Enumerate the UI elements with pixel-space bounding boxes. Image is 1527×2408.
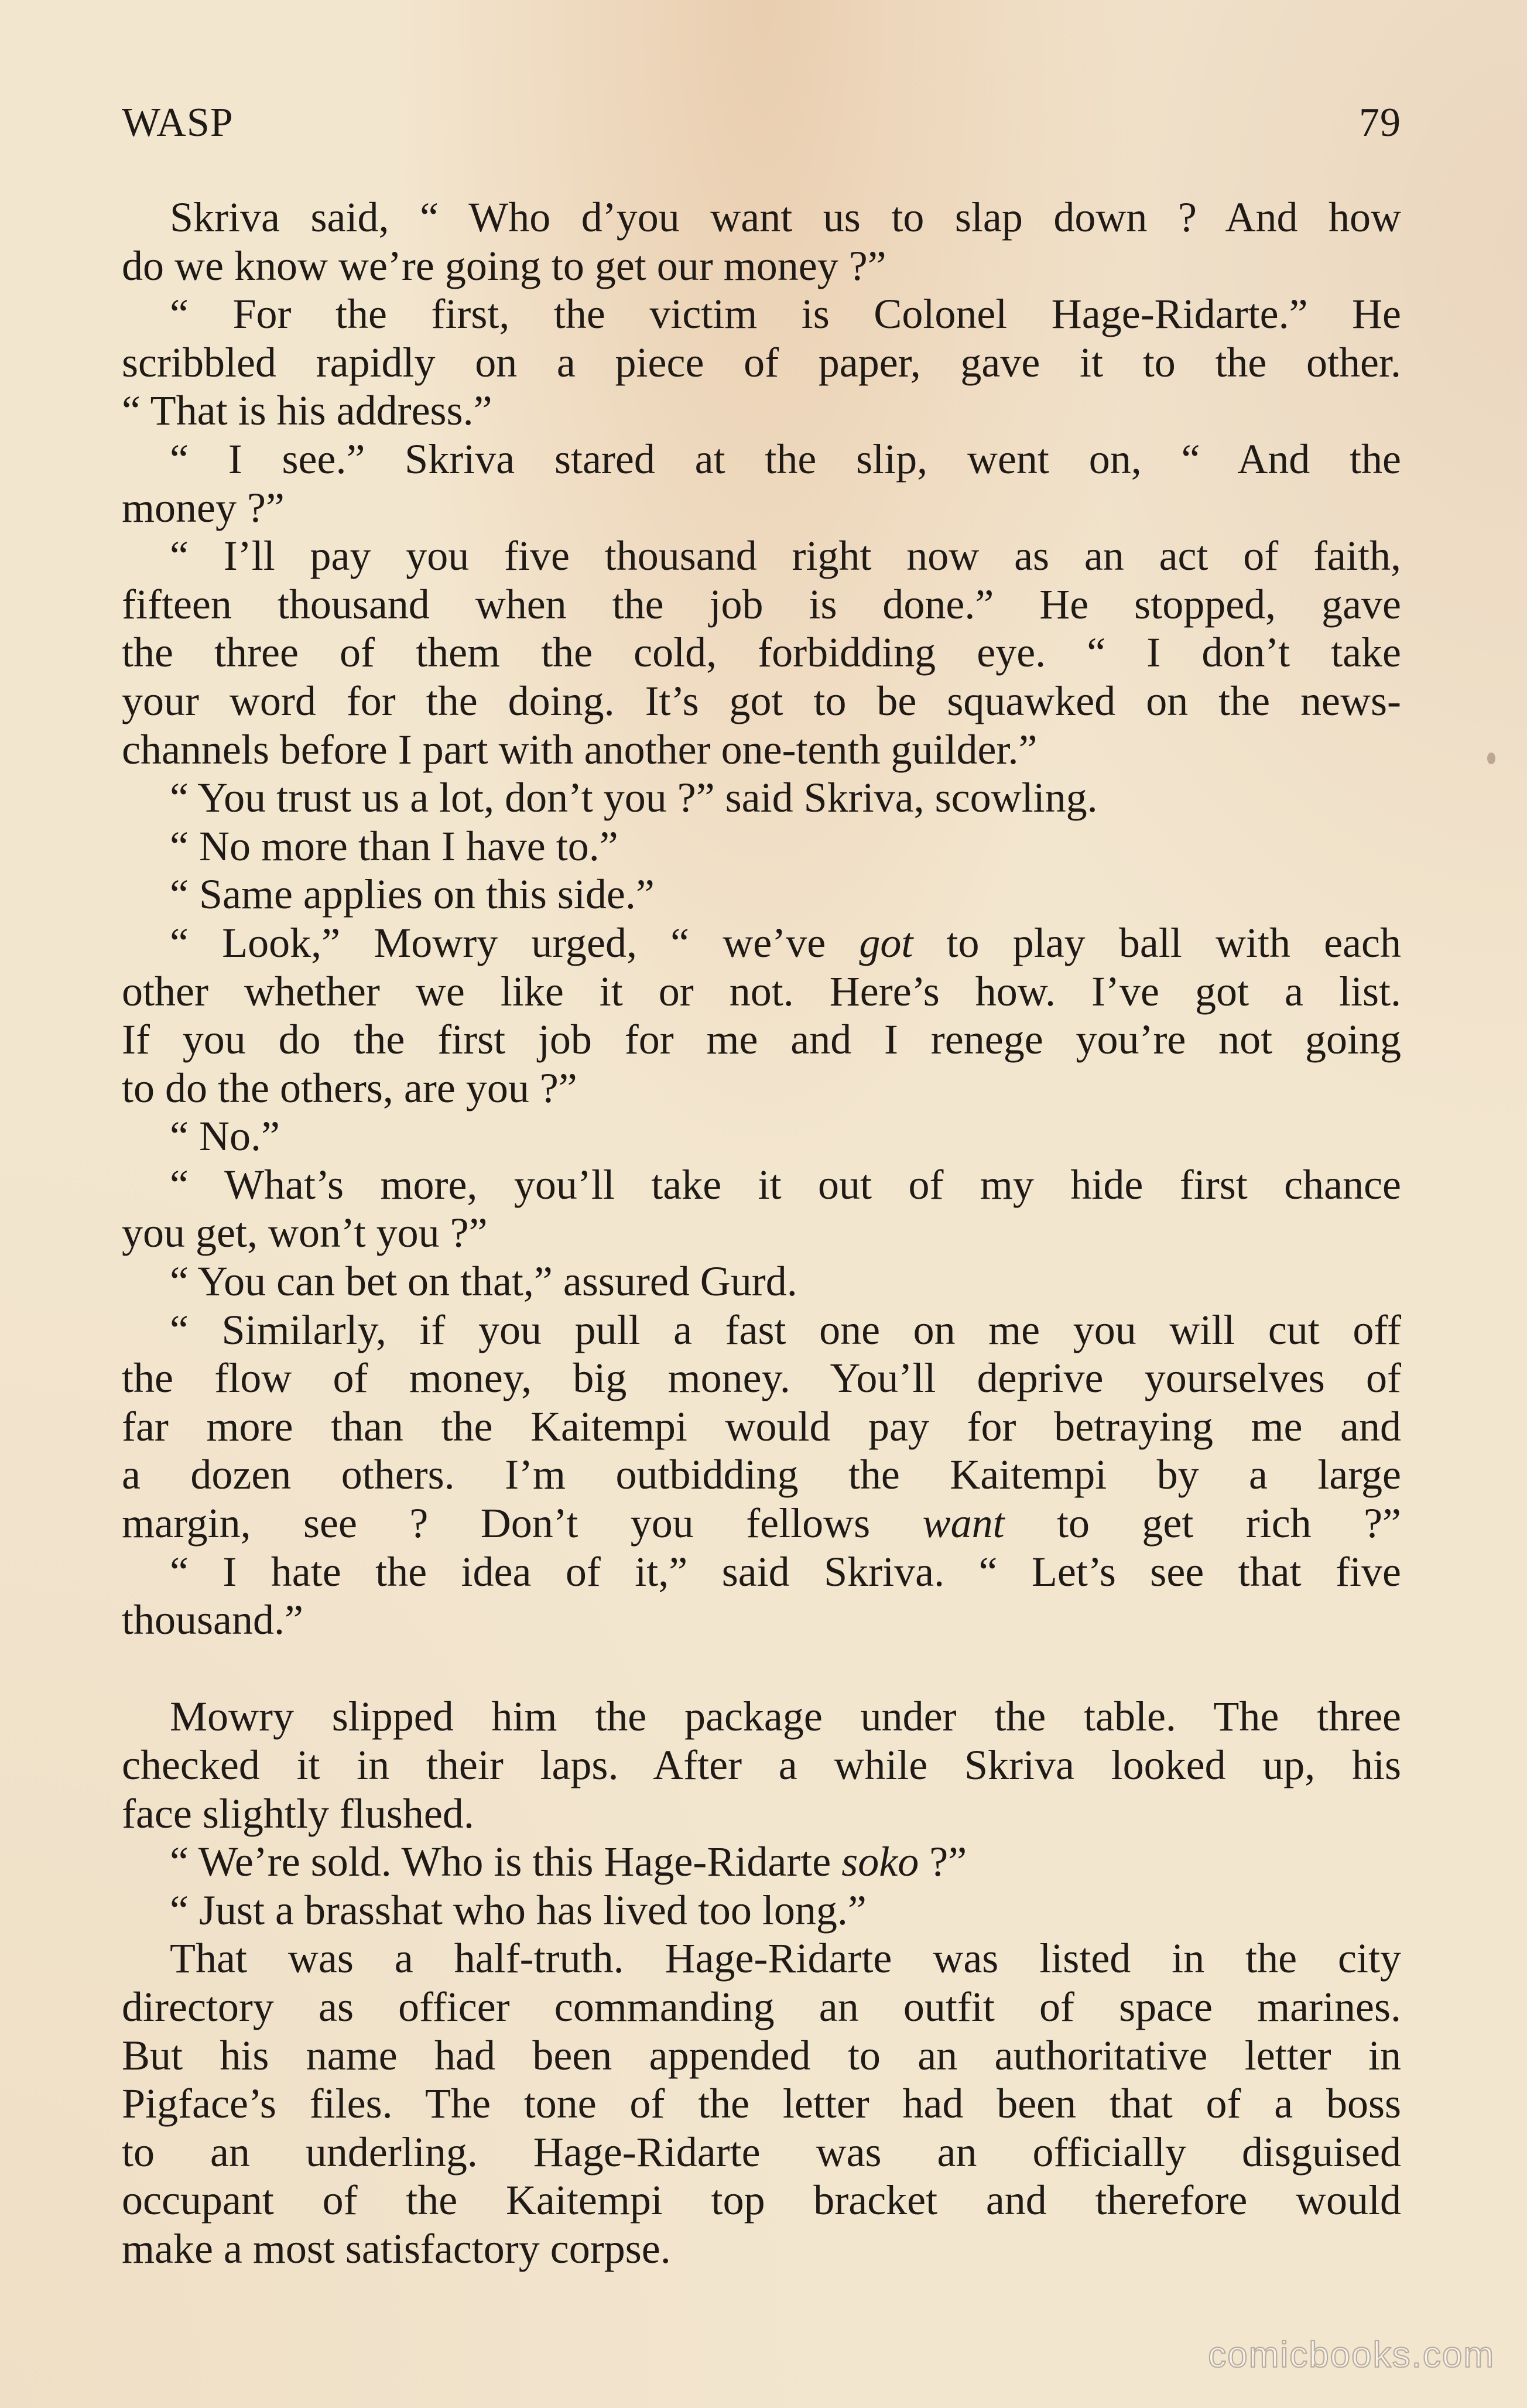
text-line: you get, won’t you ?” [122,1209,488,1257]
italic-emphasis: want [922,1500,1005,1547]
text-line: far more than the Kaitempi would pay for betraying me and [122,1403,1401,1450]
text-line: “ Similarly, if you pull a fast one on me you will cut off [170,1306,1401,1353]
text-line: Mowry slipped him the package under the table. The three [170,1693,1401,1740]
running-head [122,100,1401,152]
text-line: scribbled rapidly on a piece of paper, gave it to the other. [122,338,1401,386]
text-line: “ No more than I have to.” [170,822,618,870]
watermark: comicbooks.com [1208,2335,1495,2375]
text-line: thousand.” [122,1596,303,1644]
text-line: checked it in their laps. After a while Skriva looked up, his [122,1742,1401,1788]
body-text [122,193,1401,2273]
text-line: margin, see ? Don’t you fellows want to get rich ?” [122,1500,1401,1547]
paper-speck [1487,752,1495,764]
text-line: If you do the first job for me and I renege you’re not going [122,1016,1401,1063]
text-line: “ I hate the idea of it,” said Skriva. “ Let’s see that five [170,1548,1401,1595]
text-line: to an underling. Hage-Ridarte was an officially disguised [122,2128,1401,2176]
text-line: your word for the doing. It’s got to be squawked on the news- [122,677,1401,724]
text-line: directory as officer commanding an outfit of space marines. [122,1983,1401,2030]
italic-emphasis: got [859,919,913,966]
text-line: “ No.” [170,1113,280,1160]
text-line: “ You can bet on that,” assured Gurd. [170,1258,797,1305]
italic-emphasis: soko [841,1838,919,1886]
text-line: a dozen others. I’m outbidding the Kaitempi by a large [122,1451,1401,1499]
text-line: the three of them the cold, forbidding eye. “ I don’t take [122,629,1401,676]
text-line: money ?” [122,484,285,531]
text-line: “ You trust us a lot, don’t you ?” said Skriva, scowling. [170,774,1098,822]
text-line: “ Look,” Mowry urged, “ we’ve got to play ball with each [170,919,1401,966]
text-line: face slightly flushed. [122,1790,474,1837]
text-line: That was a half-truth. Hage-Ridarte was listed in the city [170,1935,1401,1982]
text-line: But his name had been appended to an authoritative letter in [122,2031,1401,2079]
text-line: “ We’re sold. Who is this Hage-Ridarte soko ?” [170,1838,967,1886]
text-line: “ Just a brasshat who has lived too long.” [170,1886,867,1934]
page-number: 79 [1359,100,1401,145]
text-line: “ That is his address.” [122,387,492,435]
text-line: Skriva said, “ Who d’you want us to slap down ? And how [170,194,1401,241]
text-line: channels before I part with another one-tenth guilder.” [122,726,1038,773]
text-line: occupant of the Kaitempi top bracket and therefore would [122,2177,1401,2224]
text-line: the flow of money, big money. You’ll deprive yourselves of [122,1354,1401,1402]
text-line: Pigface’s files. The tone of the letter had been that of a boss [122,2080,1401,2127]
text-line: do we know we’re going to get our money ?” [122,242,886,289]
book-title: WASP [122,100,234,145]
text-line: “ Same applies on this side.” [170,871,655,918]
text-line: fifteen thousand when the job is done.” He stopped, gave [122,580,1401,628]
text-line: “ I see.” Skriva stared at the slip, went on, “ And the [170,435,1401,483]
text-line: make a most satisfactory corpse. [122,2225,671,2272]
paragraph-break [122,1644,1401,1693]
text-line: “ For the first, the victim is Colonel Hage-Ridarte.” He [170,290,1401,338]
text-line: “ What’s more, you’ll take it out of my hide first chance [170,1161,1401,1208]
text-line: to do the others, are you ?” [122,1064,577,1111]
text-line: other whether we like it or not. Here’s how. I’ve got a list. [122,967,1401,1015]
text-line: “ I’ll pay you five thousand right now as an act of faith, [170,532,1401,580]
